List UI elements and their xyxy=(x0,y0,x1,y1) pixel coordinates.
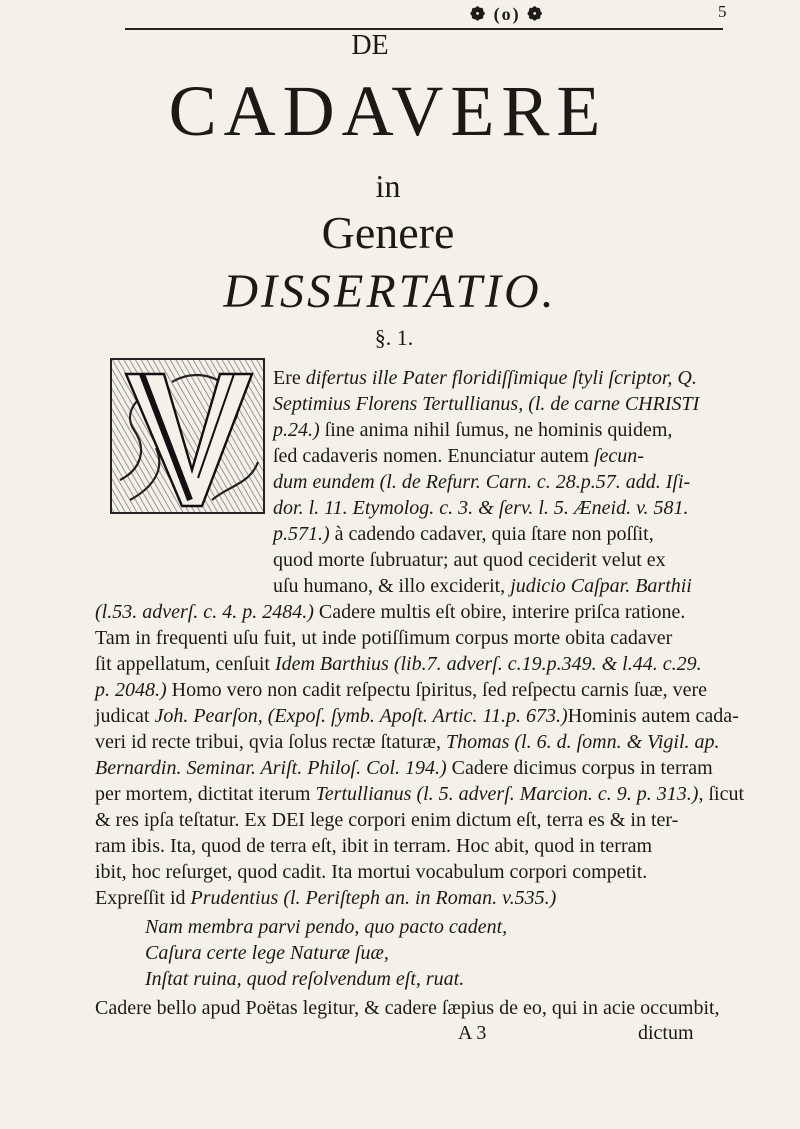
body-line xyxy=(95,860,647,884)
body-line xyxy=(273,548,666,572)
title-cadavere: CADAVERE xyxy=(168,71,608,151)
roman-segment: , ſicut xyxy=(698,783,744,805)
italic-segment: dum eundem (l. de Refurr. Carn. c. 28.p.57. add. Iſi- xyxy=(273,471,691,493)
italic-segment: dor. l. 11. Etymolog. c. 3. & ſerv. l. 5. Æneid. v. 581. xyxy=(273,497,689,519)
roman-segment: uſu humano, & illo exciderit, xyxy=(273,575,511,597)
body-line xyxy=(273,470,690,494)
italic-segment: p.24.) xyxy=(273,419,325,441)
body-line xyxy=(95,730,720,754)
catchword: dictum xyxy=(638,1022,694,1044)
roman-segment: & res ipſa teſtatur. Ex DEI lege corpori enim dictum eſt, terra es & in ter- xyxy=(95,809,679,831)
italic-segment: Joh. Pearſon, (Expoſ. ſymb. Apoſt. Artic. 11.p. 673.) xyxy=(154,705,568,727)
italic-segment: ſecun- xyxy=(594,445,644,467)
verse-line: Caſura certe lege Naturæ ſuæ, xyxy=(145,942,389,964)
body-line xyxy=(95,652,702,676)
roman-segment: Hominis autem cada- xyxy=(567,705,739,727)
page-number: 5 xyxy=(718,2,727,21)
signature-mark: A 3 xyxy=(458,1022,487,1044)
roman-segment: ſine anima nihil ſumus, ne hominis quidem, xyxy=(324,419,673,441)
italic-segment: Idem Barthius (lib.7. adverſ. c.19.p.349. & l.44. c.29. xyxy=(274,653,702,675)
italic-segment: p.571.) xyxy=(273,523,335,545)
verse-line: Nam membra parvi pendo, quo pacto cadent, xyxy=(145,916,508,938)
roman-segment: à cadendo cadaver, quia ſtare non poſſit, xyxy=(334,523,654,545)
body-line xyxy=(95,678,707,702)
roman-segment: quod morte ſubruatur; aut quod ceciderit velut ex xyxy=(273,549,666,571)
roman-segment: ſed cadaveris nomen. Enunciatur autem xyxy=(273,445,594,467)
italic-segment: Prudentius (l. Periſteph an. in Roman. v.535.) xyxy=(190,887,557,909)
body-line xyxy=(273,418,672,442)
roman-segment: per mortem, dictitat iterum xyxy=(95,783,316,805)
body-line xyxy=(95,782,744,806)
roman-segment: Tam in frequenti uſu fuit, ut inde potiſſimum corpus morte obita cadaver xyxy=(95,627,673,649)
body-line xyxy=(273,574,692,598)
italic-segment: Bernardin. Seminar. Ariſt. Philoſ. Col. 194.) xyxy=(95,757,452,779)
roman-segment: Expreſſit id xyxy=(95,887,191,909)
verse-line: Inſtat ruina, quod reſolvendum eſt, ruat. xyxy=(145,968,465,990)
body-line xyxy=(273,444,644,468)
body-line xyxy=(95,886,556,910)
italic-segment: p. 2048.) xyxy=(95,679,172,701)
header-ornament: ❁ (o) ❁ xyxy=(470,4,545,24)
title-genere: Genere xyxy=(321,207,455,258)
italic-segment: Septimius Florens Tertullianus, (l. de carne CHRISTI xyxy=(273,393,700,415)
italic-segment: difertus ille Pater floridiſſimique ſtyli ſcriptor, Q. xyxy=(305,367,697,389)
italic-segment: (l.53. adverſ. c. 4. p. 2484.) xyxy=(95,601,319,623)
roman-segment: ſit appellatum, cenſuit xyxy=(95,653,275,675)
body-line xyxy=(273,522,654,546)
title-in: in xyxy=(375,168,401,204)
body-line xyxy=(95,626,672,650)
roman-segment: ibit, hoc reſurget, quod cadit. Ita mortui vocabulum corpori competit. xyxy=(95,861,648,883)
italic-segment: Tertullianus (l. 5. adverſ. Marcion. c. 9. p. 313.) xyxy=(315,783,699,805)
body-line xyxy=(273,496,689,520)
italic-segment: judicio Caſpar. Barthii xyxy=(510,575,692,597)
closing-line: Cadere bello apud Poëtas legitur, & cadere ſæpius de eo, qui in acie occumbit, xyxy=(95,997,720,1019)
roman-segment: ram ibis. Ita, quod de terra eſt, ibit in terram. Hoc abit, quod in terram xyxy=(95,835,653,857)
dropcap-v-ornament xyxy=(110,358,265,514)
title-dissertatio: DISSERTATIO. xyxy=(223,265,557,318)
section-mark: §. 1. xyxy=(374,325,414,350)
body-line xyxy=(95,834,652,858)
roman-segment: Cadere multis eſt obire, interire priſca ratione. xyxy=(318,601,686,623)
body-line xyxy=(95,808,678,832)
body-line xyxy=(273,366,697,390)
roman-segment: Ere xyxy=(273,367,306,389)
body-line xyxy=(273,392,699,416)
body-line xyxy=(95,704,739,728)
roman-segment: Homo vero non cadit reſpectu ſpiritus, ſed reſpectu carnis ſuæ, vere xyxy=(171,679,708,701)
body-line xyxy=(95,756,713,780)
roman-segment: judicat xyxy=(95,705,155,727)
title-de: DE xyxy=(351,30,389,61)
roman-segment: veri id recte tribui, qvia ſolus rectæ ſtaturæ, xyxy=(95,731,447,753)
body-line xyxy=(95,600,685,624)
italic-segment: Thomas (l. 6. d. ſomn. & Vigil. ap. xyxy=(446,731,720,753)
roman-segment: Cadere dicimus corpus in terram xyxy=(451,757,713,779)
